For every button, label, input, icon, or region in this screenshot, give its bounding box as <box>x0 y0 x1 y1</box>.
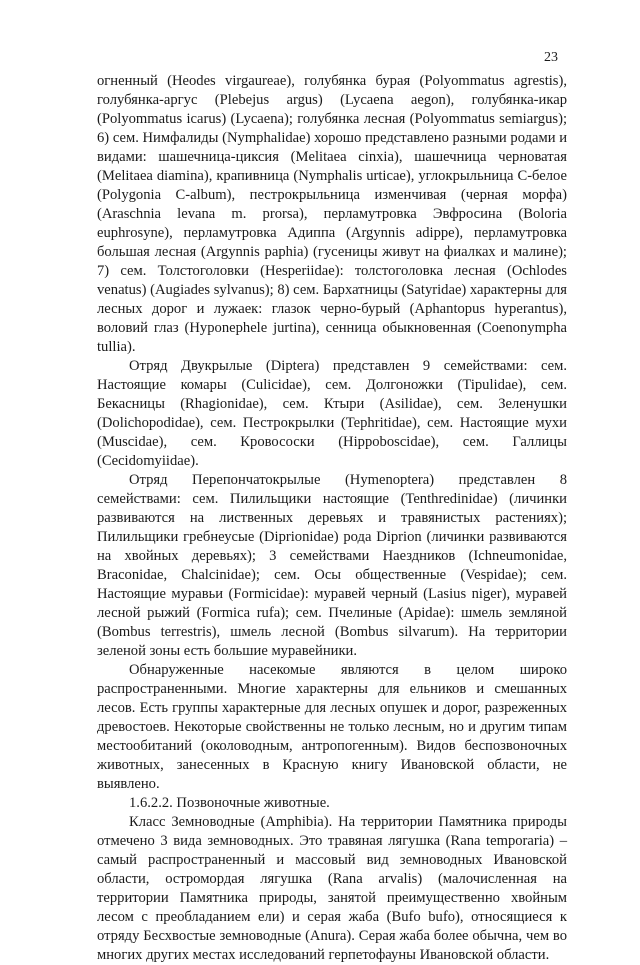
paragraph-amphibia: Класс Земноводные (Amphibia). На территории Памятника природы отмечено 3 вида земноводных. Это травяная лягушка (Rana temporaria) – самый распространенный и массовый вид земноводных Ивановской области, остромордая лягушка (Rana arvalis) (малочисленная на территории Памятника природы, занятой преимущественно хвойным лесом с преобладанием ели) и серая жаба (Bufo bufo), относящиеся к отряду Бесхвостые земноводные (Anura). Серая жаба более обычна, чем во многих других местах исследований герпетофауны Ивановской области. <box>97 814 567 963</box>
page-number: 23 <box>544 50 558 65</box>
section-heading-vertebrates: 1.6.2.2. Позвоночные животные. <box>129 795 330 811</box>
body-text <box>97 72 567 965</box>
paragraph-diptera: Отряд Двукрылые (Diptera) представлен 9 семействами: сем. Настоящие комары (Culicidae), сем. Долгоножки (Tipulidae), сем. Бекасницы (Rhagionidae), сем. Ктыри (Asilidae), сем. Зеленушки (Dolichopodidae), сем. Пестрокрылки (Tephritidae), сем. Настоящие мухи (Muscidae), сем. Кровососки (Hippoboscidae), сем. Галлицы (Cecidomyiidae). <box>97 358 567 469</box>
paragraph-lepidoptera-continued: огненный (Heodes virgaureae), голубянка бурая (Polyommatus agrestis), голубянка-аргус (Plebejus argus) (Lycaena aegon), голубянка-икар (Polyommatus icarus) (Lycaena); голубянка лесная (Polyommatus semiargus); 6) сем. Нимфалиды (Nymphalidae) хорошо представлено разными родами и видами: шашечница-циксия (Melitaea cinxia), шашечница черноватая (Melitaea diamina), крапивница (Nymphalis urticae), углокрыльница С-белое (Polygonia C-album), пестрокрыльница изменчивая (черная морфа) (Araschnia levana m. prorsa), перламутровка Эвфросина (Boloria euphrosyne), перламутровка Адиппа (Argynnis adippe), перламутровка большая лесная (Argynnis paphia) (гусеницы живут на фиалках и малине); 7) сем. Толстоголовки (Hesperiidae): толстоголовка лесная (Ochlodes venatus) (Augiades sylvanus); 8) сем. Бархатницы (Satyridae) характерны для лесных дорог и лужаек: глазок черно-бурый (Aphantopus hyperantus), воловий глаз (Hyponephele jurtina), сенница обыкновенная (Coenonympha tullia). <box>97 73 568 355</box>
paragraph-hymenoptera: Отряд Перепончатокрылые (Hymenoptera) представлен 8 семействами: сем. Пилильщики настоящие (Tenthredinidae) (личинки развиваются на лиственных деревьях и травянистых растениях); Пилильщики гребнеусые (Diprionidae) рода Diprion (личинки развиваются на хвойных деревьях); 3 семействами Наездников (Ichneumonidae, Braconidae, Chalcinidae); сем. Осы общественные (Vespidae); сем. Настоящие муравьи (Formicidae): муравей черный (Lasius niger), муравей лесной рыжий (Formica rufa); сем. Пчелиные (Apidae): шмель земляной (Bombus terrestris), шмель лесной (Bombus silvarum). На территории зеленой зоны есть большие муравейники. <box>97 472 567 659</box>
paragraph-insects-summary: Обнаруженные насекомые являются в целом широко распространенными. Многие характерны для ельников и смешанных лесов. Есть группы характерные для лесных опушек и дорог, разреженных древостоев. Некоторые свойственны не только лесным, но и другим типам местообитаний (околоводным, антропогенным). Видов беспозвоночных животных, занесенных в Красную книгу Ивановской области, не выявлено. <box>97 662 567 792</box>
